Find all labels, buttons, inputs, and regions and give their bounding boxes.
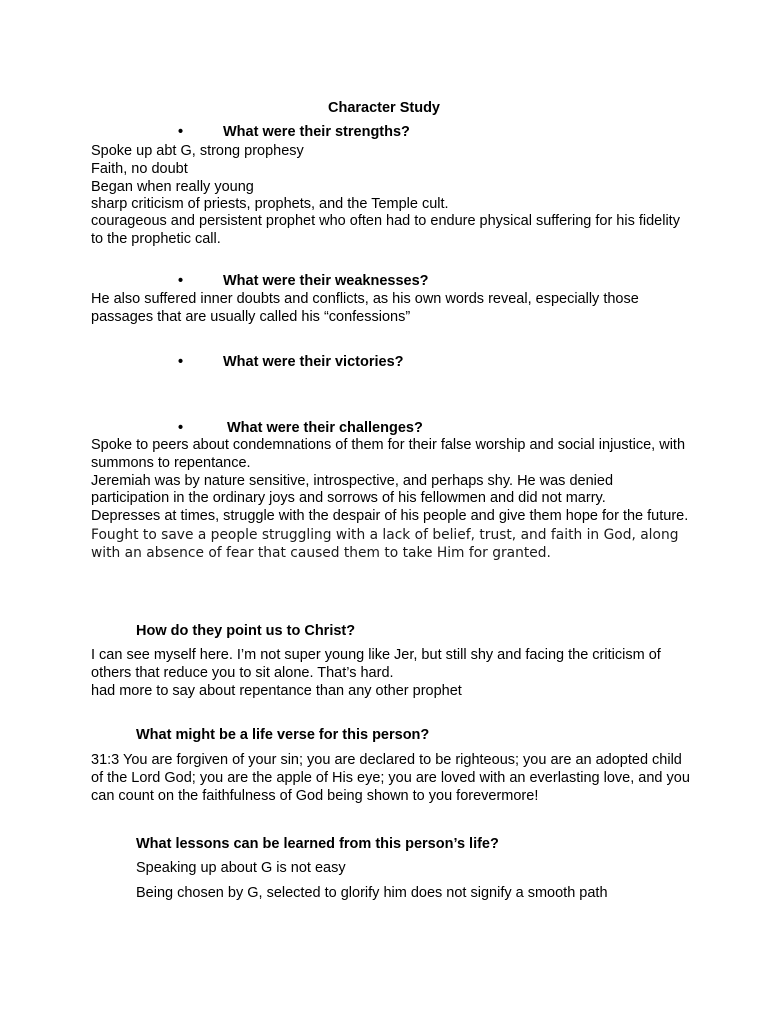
strengths-text [91, 143, 691, 249]
victories-heading-text: What were their victories? [223, 354, 404, 370]
challenges-text [91, 437, 691, 563]
strengths-line: Spoke up abt G, strong prophesy [91, 143, 304, 159]
strengths-line: Faith, no doubt [91, 160, 188, 177]
victories-heading [178, 354, 404, 371]
strengths-line: sharp criticism of priests, prophets, and the Temple cult. [91, 196, 449, 213]
strengths-line: Began when really young [91, 178, 254, 195]
bullet-icon: • [178, 420, 184, 436]
life-verse-heading: What might be a life verse for this person? [136, 727, 430, 743]
strengths-heading-text: What were their strengths? [223, 124, 410, 140]
weaknesses-heading [178, 273, 429, 290]
weaknesses-text [91, 291, 691, 327]
lessons-heading: What lessons can be learned from this person’s life? [136, 836, 499, 852]
challenges-line: Jeremiah was by nature sensitive, introspective, and perhaps shy. He was denied participation in the ordinary joys and sorrows of his fellowmen and did not marry. [91, 472, 614, 507]
bullet-icon: • [178, 354, 184, 370]
weaknesses-heading-text: What were their weaknesses? [223, 273, 429, 289]
challenges-line: Depresses at times, struggle with the despair of his people and give them hope for the future. [91, 508, 689, 525]
life-verse-text [91, 752, 691, 805]
lesson-item: Speaking up about G is not easy [136, 860, 346, 876]
christ-heading: How do they point us to Christ? [136, 623, 356, 639]
christ-line: had more to say about repentance than any other prophet [91, 682, 462, 699]
document-title: Character Study [327, 100, 440, 116]
strengths-heading [178, 124, 410, 141]
challenges-alt-line: Fought to save a people struggling with a lack of belief, trust, and faith in God, along with an absence of fear that caused them to take Him for granted. [91, 526, 679, 562]
bullet-icon: • [178, 124, 184, 140]
challenges-heading-text: What were their challenges? [227, 420, 423, 436]
challenges-heading [178, 420, 423, 437]
life-verse-line: 31:3 You are forgiven of your sin; you are declared to be righteous; you are an adopted child of the Lord God; you are the apple of His eye; you are loved with an everlasting love, and you can count on the faithfulness of God being shown to you forevermore! [91, 752, 690, 804]
christ-text [91, 647, 691, 700]
christ-line: I can see myself here. I’m not super young like Jer, but still shy and facing the criticism of others that reduce you to sit alone. That’s hard. [91, 647, 661, 681]
strengths-line: courageous and persistent prophet who often had to endure physical suffering for his fidelity to the prophetic call. [91, 213, 680, 248]
weaknesses-line: He also suffered inner doubts and conflicts, as his own words reveal, especially those passages that are usually called his “confessions” [91, 291, 639, 325]
challenges-line: Spoke to peers about condemnations of them for their false worship and social injustice, with summons to repentance. [91, 437, 686, 471]
lesson-item: Being chosen by G, selected to glorify him does not signify a smooth path [136, 885, 608, 901]
bullet-icon: • [178, 273, 184, 289]
